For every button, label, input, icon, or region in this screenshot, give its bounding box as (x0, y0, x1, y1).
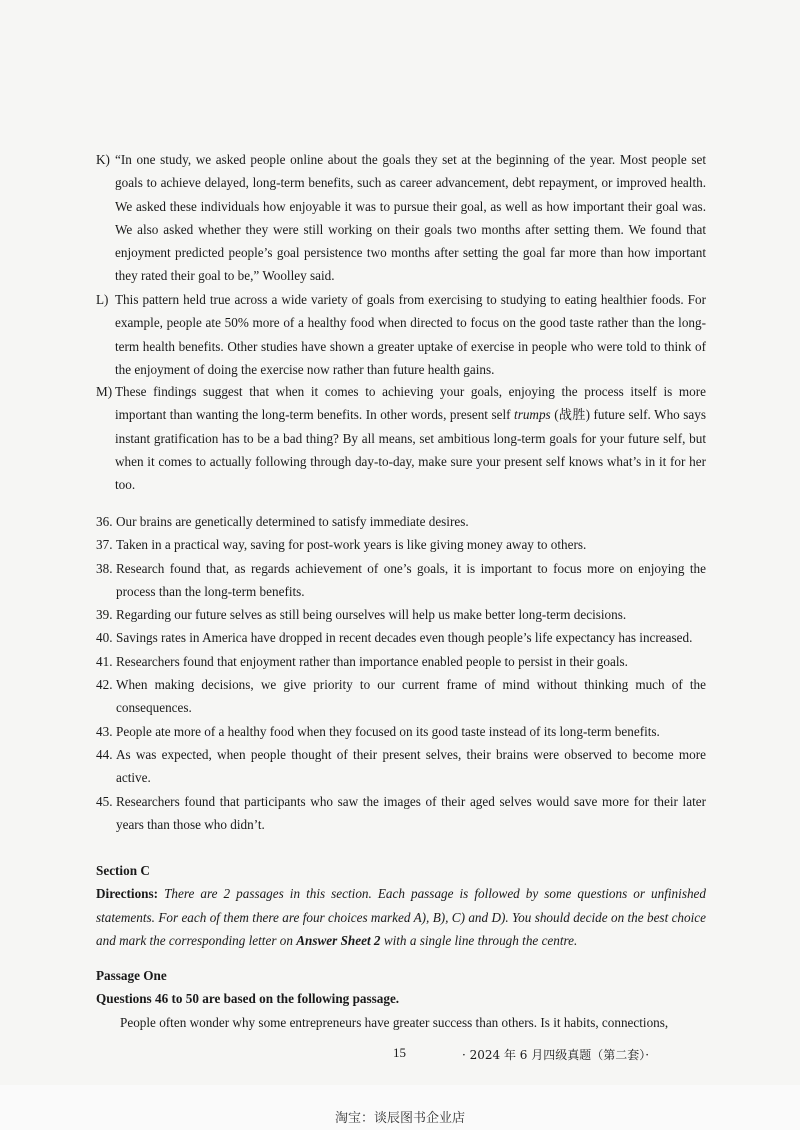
question-item (96, 533, 706, 556)
passage-text: People often wonder why some entrepreneurs have greater success than others. Is it habits, connections, (120, 1014, 669, 1030)
paragraph-l (96, 288, 706, 381)
question-text: Researchers found that enjoyment rather than importance enabled people to persist in their goals. (116, 653, 628, 669)
question-number: 44. (96, 746, 113, 762)
paragraph-text: “In one study, we asked people online about the goals they set at the beginning of the year. Most people set goals to achieve delayed, long-term benefits, such as career advancement, debt repayment, or improved health. We asked these individuals how enjoyable it was to pursue their goal, as well as how important their goal was. We also asked whether they were still working on their goals two months after setting them. We found that enjoyment predicted people’s goal persistence two months after setting the goal far more than how important they rated their goal to be,” Woolley said. (115, 152, 706, 284)
answer-sheet-label: Answer Sheet 2 (296, 932, 381, 948)
question-text: As was expected, when people thought of their present selves, their brains were observed to become more active. (116, 746, 706, 786)
question-number: 39. (96, 607, 113, 623)
page-number: 15 (393, 1045, 406, 1060)
question-text: Our brains are genetically determined to satisfy immediate desires. (116, 514, 469, 529)
question-item (96, 650, 706, 673)
question-number: 45. (96, 793, 113, 809)
question-text: Researchers found that participants who saw the images of their aged selves would save more for their later years than those who didn’t. (116, 793, 706, 832)
shop-watermark: 淘宝：谈辰图书企业店 (334, 1111, 465, 1126)
question-number: 38. (96, 560, 113, 576)
question-item (96, 626, 706, 649)
question-number: 37. (96, 537, 113, 553)
question-number: 42. (96, 677, 113, 693)
question-item (96, 673, 706, 720)
question-number: 40. (96, 630, 113, 646)
directions-text: with a single line through the centre. (380, 932, 578, 948)
question-text: Savings rates in America have dropped in recent decades even though people’s life expectancy has increased. (116, 630, 693, 646)
question-text: Taken in a practical way, saving for post-work years is like giving money away to others. (116, 537, 587, 553)
paragraph-text (115, 380, 706, 496)
section-c (96, 859, 706, 1034)
paragraph-label: L) (96, 292, 109, 307)
question-item (96, 743, 706, 790)
question-item (96, 790, 706, 837)
question-number: 41. (96, 653, 113, 669)
passage-title: Passage One (96, 968, 167, 984)
italic-word: trumps (514, 407, 551, 423)
paragraph-k (96, 148, 706, 288)
question-item (96, 720, 706, 743)
question-item (96, 510, 706, 533)
section-heading: Section C (96, 863, 150, 878)
question-text: Regarding our future selves as still being ourselves will help us make better long-term decisions. (116, 607, 627, 623)
directions (96, 882, 706, 952)
footer-title: · 2024 年 6 月四级真题（第二套）· (462, 1048, 650, 1062)
directions-text: There are 2 passages in this section. Each passage is followed by some questions or unfinished statements. For each of them there are four choices marked A), B), C) and D). You should decide on the best choice and mark the corresponding letter on (96, 886, 706, 948)
question-item (96, 603, 706, 626)
question-text: People ate more of a healthy food when they focused on its good taste instead of its long-term benefits. (116, 723, 660, 739)
question-list (96, 510, 706, 836)
text-segment: These findings suggest that when it comes to achieving your goals, enjoying the process itself is more important than wanting the long-term benefits. In other words, present self (115, 384, 706, 423)
question-text: When making decisions, we give priority to our current frame of mind without thinking much of the consequences. (116, 677, 706, 716)
question-number: 43. (96, 723, 113, 739)
paragraph-label: M) (96, 384, 113, 399)
paragraph-label: K) (96, 152, 110, 167)
question-text: Research found that, as regards achievement of one’s goals, it is important to focus more on enjoying the process than the long-term benefits. (116, 560, 706, 599)
paragraph-text: This pattern held true across a wide variety of goals from exercising to studying to eating healthier foods. For example, people ate 50% more of a healthy food when directed to focus on the good taste rather than the long-term health benefits. Other studies have shown a greater uptake of exercise in people who were told to think of the enjoyment of doing the exercise now rather than future health gains. (115, 292, 706, 377)
paragraph-m (96, 380, 706, 496)
question-item (96, 557, 706, 604)
text-segment: (战胜) future self. Who says instant gratification has to be a bad thing? By all means, set ambitious long-term goals for your future self, but when it comes to actually following through day-to-day, make sure your present self knows what’s in it for her too. (115, 407, 706, 493)
directions-label: Directions: (96, 886, 159, 902)
passage-instruction: Questions 46 to 50 are based on the following passage. (96, 991, 400, 1007)
question-number: 36. (96, 514, 113, 529)
